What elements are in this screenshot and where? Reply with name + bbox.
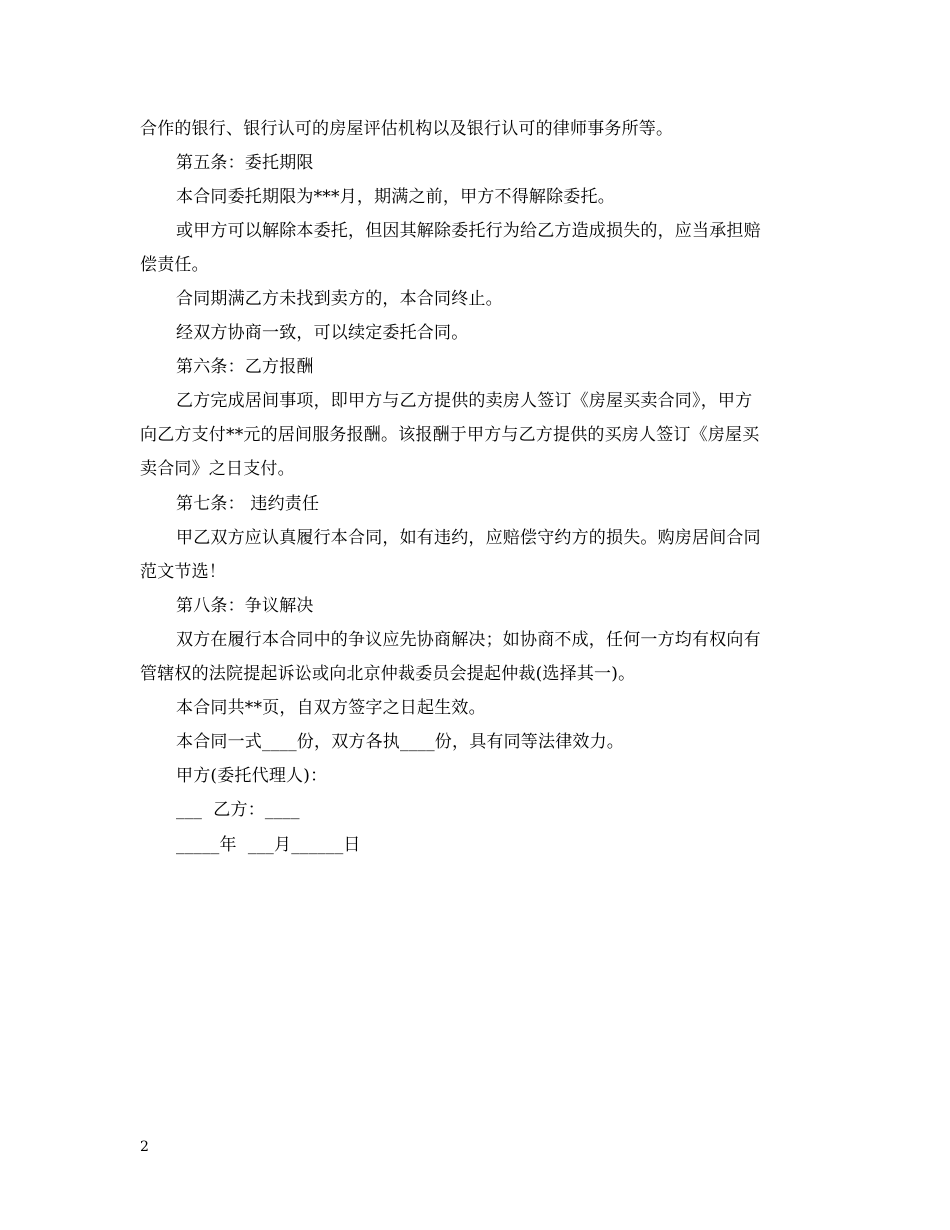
text-line: 向乙方支付**元的居间服务报酬。该报酬于甲方与乙方提供的买房人签订《房屋买	[140, 425, 760, 445]
text-line: 甲乙双方应认真履行本合同，如有违约，应赔偿守约方的损失。购房居间合同	[176, 528, 761, 548]
text-line: 本合同一式____份，双方各执____份，具有同等法律效力。	[176, 732, 624, 752]
text-line: 管辖权的法院提起诉讼或向北京仲裁委员会提起仲裁(选择其一)。	[140, 664, 636, 684]
text-line: 双方在履行本合同中的争议应先协商解决；如协商不成，任何一方均有权向有	[176, 630, 761, 650]
party-b-signature-line: ___ 乙方：____	[176, 800, 300, 820]
date-line: _____年 ___月______日	[176, 835, 361, 855]
text-line: 或甲方可以解除本委托，但因其解除委托行为给乙方造成损失的，应当承担赔	[176, 221, 761, 241]
text-line: 偿责任。	[140, 255, 209, 275]
text-line: 经双方协商一致，可以续定委托合同。	[176, 323, 469, 343]
text-line: 本合同委托期限为***月，期满之前，甲方不得解除委托。	[176, 187, 615, 207]
text-line: 本合同共**页，自双方签字之日起生效。	[176, 698, 486, 718]
text-line: 乙方完成居间事项，即甲方与乙方提供的卖房人签订《房屋买卖合同》，甲方	[176, 391, 753, 411]
text-line: 卖合同》之日支付。	[140, 459, 295, 479]
text-line: 范文节选！	[140, 562, 226, 582]
article-6-heading: 第六条：乙方报酬	[176, 357, 314, 377]
article-8-heading: 第八条：争议解决	[176, 596, 314, 616]
text-line: 合同期满乙方未找到卖方的，本合同终止。	[176, 289, 503, 309]
page-number: 2	[140, 1139, 149, 1155]
article-7-heading: 第七条： 违约责任	[176, 494, 320, 514]
party-a-signature-line: 甲方(委托代理人)：	[176, 766, 328, 786]
text-line: 合作的银行、银行认可的房屋评估机构以及银行认可的律师事务所等。	[140, 119, 674, 139]
article-5-heading: 第五条：委托期限	[176, 153, 314, 173]
